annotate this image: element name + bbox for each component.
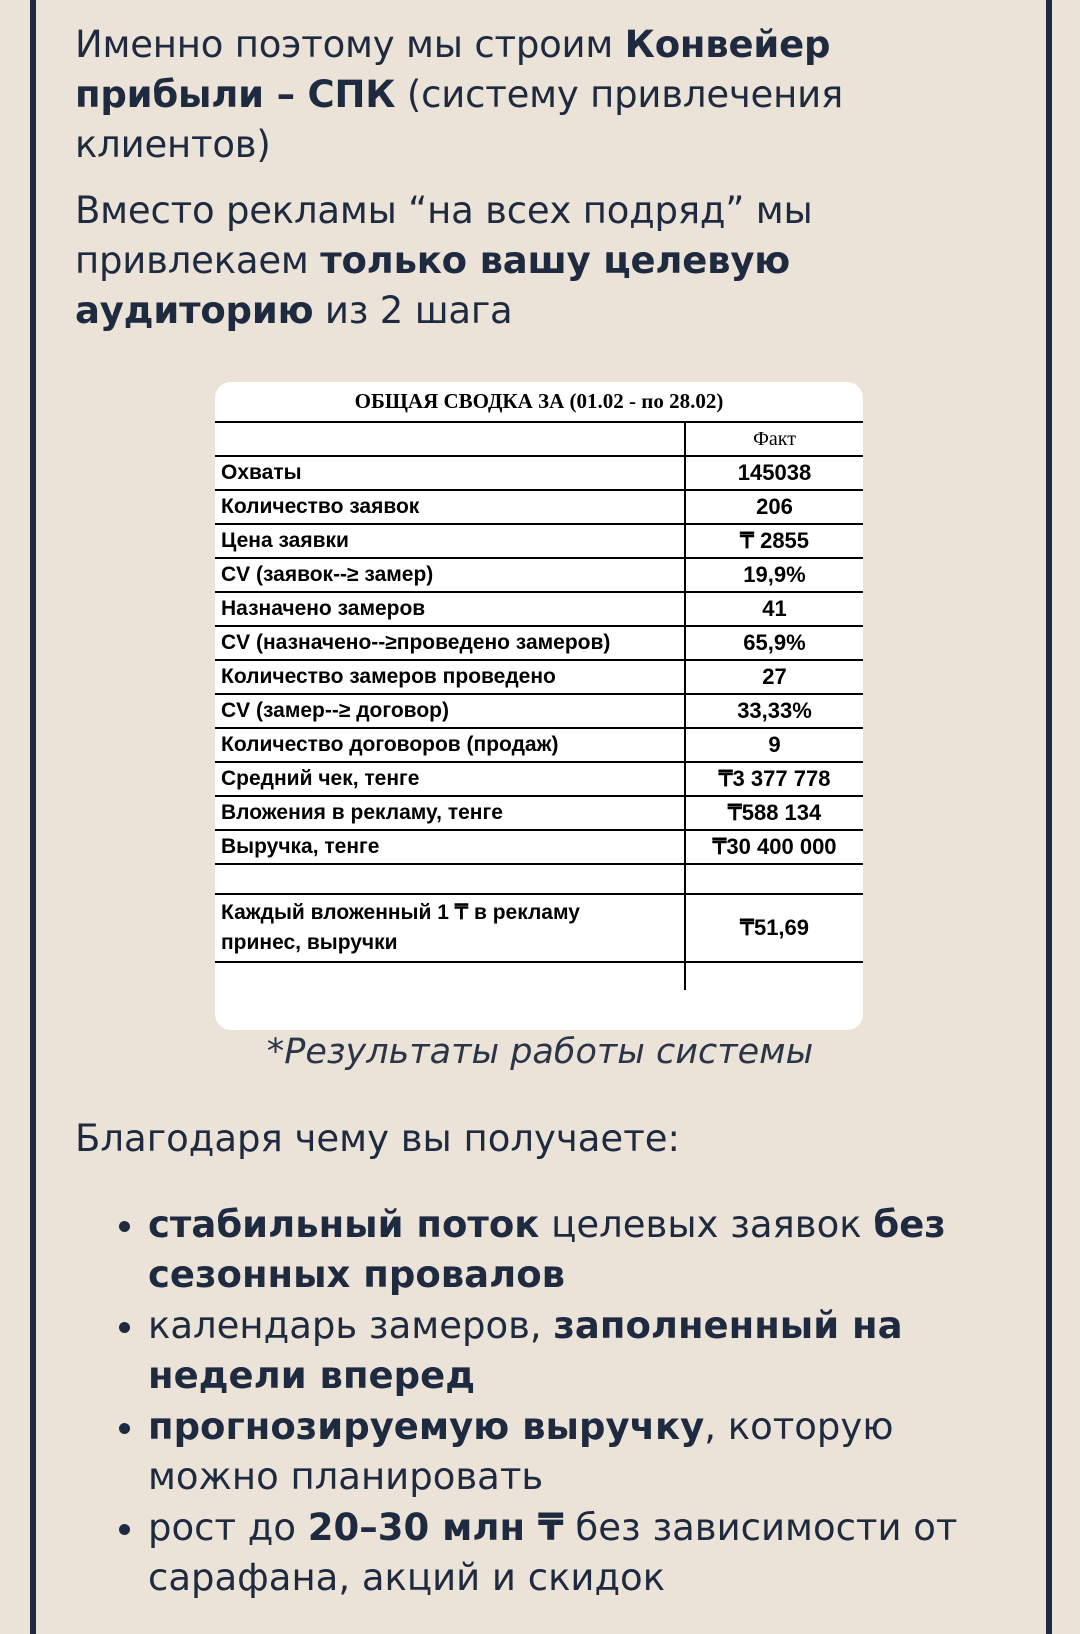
- benefit-emphasis: без сезонных провалов: [148, 1203, 946, 1296]
- summary-table: [215, 382, 863, 990]
- summary-table-card: [215, 382, 863, 1030]
- table-row-value: 27: [685, 660, 863, 694]
- frame-right-border: [1046, 0, 1052, 1634]
- table-cell-empty: [685, 962, 863, 990]
- table-row-label: Количество замеров проведено: [215, 660, 685, 694]
- benefits-title: Благодаря чему вы получаете:: [75, 1117, 680, 1160]
- table-cell-empty: [685, 864, 863, 894]
- benefit-item: [148, 1200, 1028, 1300]
- intro-paragraph-1: [75, 20, 975, 170]
- table-cell-empty: [215, 864, 685, 894]
- table-roi-row: [215, 894, 863, 962]
- table-row-value: ₸588 134: [685, 796, 863, 830]
- roi-label-line-1: Каждый вложенный 1 ₸ в рекламу: [221, 901, 580, 924]
- table-title-row: [215, 382, 863, 422]
- benefit-emphasis: стабильный поток: [148, 1203, 540, 1246]
- table-row-label: CV (заявок--≥ замер): [215, 558, 685, 592]
- intro-text: из 2 шага: [313, 289, 513, 332]
- roi-label-line-2: принес, выручки: [221, 931, 398, 954]
- table-row-label: CV (замер--≥ договор): [215, 694, 685, 728]
- benefit-text: без зависимости от сарафана, акций и скидок: [148, 1506, 958, 1599]
- table-row: [215, 830, 863, 864]
- intro-text: Именно поэтому мы строим: [75, 23, 625, 66]
- table-row-label: Вложения в рекламу, тенге: [215, 796, 685, 830]
- table-row-value: 145038: [685, 456, 863, 490]
- table-roi-label: [215, 894, 685, 962]
- table-row: [215, 694, 863, 728]
- table-row-value: 41: [685, 592, 863, 626]
- benefit-emphasis: прогнозируемую выручку: [148, 1405, 705, 1448]
- table-row-label: Назначено замеров: [215, 592, 685, 626]
- table-row-value: 19,9%: [685, 558, 863, 592]
- benefit-item: [148, 1402, 1028, 1502]
- intro-text: Вместо рекламы “на всех подряд” мы привлекаем: [75, 189, 813, 282]
- table-row-label: Выручка, тенге: [215, 830, 685, 864]
- benefit-text: календарь замеров,: [148, 1304, 554, 1347]
- table-row-value: 206: [685, 490, 863, 524]
- table-row: [215, 728, 863, 762]
- benefit-text: рост до: [148, 1506, 308, 1549]
- table-row-label: Цена заявки: [215, 524, 685, 558]
- table-empty-row: [215, 864, 863, 894]
- frame-left-border: [30, 0, 36, 1634]
- table-row-value: ₸3 377 778: [685, 762, 863, 796]
- table-row-value: ₸ 2855: [685, 524, 863, 558]
- table-row: [215, 558, 863, 592]
- table-row: [215, 796, 863, 830]
- benefit-text: , которую можно планировать: [148, 1405, 894, 1498]
- table-header-fact: Факт: [685, 422, 863, 456]
- table-caption: *Результаты работы системы: [266, 1032, 814, 1072]
- table-row-label: Охваты: [215, 456, 685, 490]
- benefit-emphasis: заполненный на недели вперед: [148, 1304, 903, 1397]
- intro-paragraph-2: [75, 186, 975, 336]
- table-row: [215, 626, 863, 660]
- table-row: [215, 592, 863, 626]
- table-row: [215, 762, 863, 796]
- table-row-label: CV (назначено--≥проведено замеров): [215, 626, 685, 660]
- table-row: [215, 456, 863, 490]
- intro-text: (систему привлечения клиентов): [75, 73, 844, 166]
- table-row-label: Количество заявок: [215, 490, 685, 524]
- table-header-empty: [215, 422, 685, 456]
- benefit-item: [148, 1503, 1028, 1603]
- intro-emphasis: только вашу целевую аудиторию: [75, 239, 791, 332]
- table-row-value: 33,33%: [685, 694, 863, 728]
- benefit-text: целевых заявок: [539, 1203, 874, 1246]
- table-row: [215, 660, 863, 694]
- benefit-emphasis: 20–30 млн ₸: [307, 1506, 564, 1549]
- table-row-value: 65,9%: [685, 626, 863, 660]
- table-row: [215, 490, 863, 524]
- table-header-row: [215, 422, 863, 456]
- table-row-label: Количество договоров (продаж): [215, 728, 685, 762]
- table-row-label: Средний чек, тенге: [215, 762, 685, 796]
- table-row: [215, 524, 863, 558]
- table-roi-value: ₸51,69: [685, 894, 863, 962]
- table-row-value: 9: [685, 728, 863, 762]
- table-cell-empty: [215, 962, 685, 990]
- table-row-value: ₸30 400 000: [685, 830, 863, 864]
- table-title: ОБЩАЯ СВОДКА ЗА (01.02 - по 28.02): [215, 382, 863, 422]
- intro-emphasis: Конвейер прибыли – СПК: [75, 23, 831, 116]
- benefits-list: [112, 1200, 1028, 1604]
- intro-section: [75, 20, 975, 336]
- benefit-item: [148, 1301, 1028, 1401]
- table-empty-row: [215, 962, 863, 990]
